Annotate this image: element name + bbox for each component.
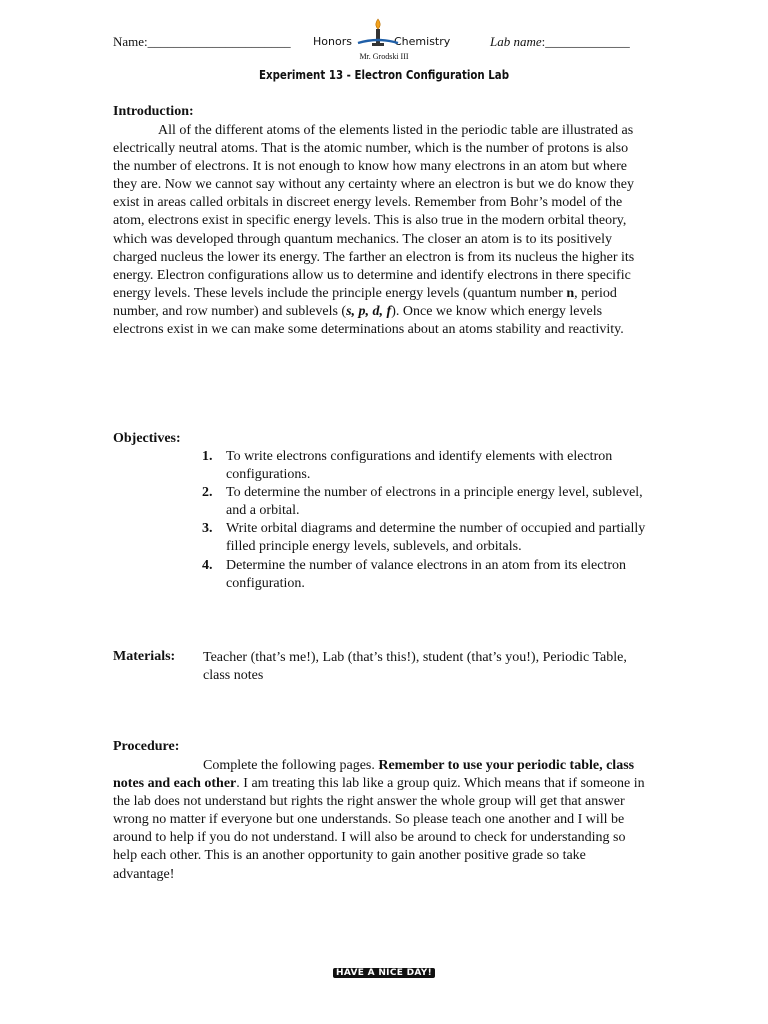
procedure-bold: Remember to use your periodic table, class notes and each other [113, 758, 635, 792]
lab-name-field [490, 34, 630, 50]
materials-heading: Materials: [113, 649, 176, 664]
objective-number: 4. [202, 557, 213, 573]
objective-text: Write orbital diagrams and determine the number of occupied and partially filled principle energy levels, sublevels, and orbitals. [226, 521, 646, 555]
introduction-paragraph [113, 122, 647, 339]
procedure-text-2: . I am treating this lab like a group quiz. Which means that if someone in the lab does not understand but rights the right answer the whole group will get that answer wrong no matter if everyone but one understands. So please teach one another and I will be around to help if you do not understand. I will also be around to check for understanding so help each other. This is an another opportunity to gain another positive grade so take advantage! [113, 776, 645, 882]
objective-text: Determine the number of valance electrons in an atom from its electron configuration. [226, 557, 627, 591]
footer-text: HAVE A NICE DAY! [333, 968, 435, 978]
objective-item [202, 448, 652, 484]
bunsen-burner-icon [356, 17, 400, 51]
footer-message [0, 968, 768, 978]
intro-text-2: , period number, and row number) and sublevels ( [113, 285, 617, 319]
objective-text: To determine the number of electrons in a principle energy level, sublevel, and a orbital. [226, 485, 643, 519]
introduction-heading: Introduction: [113, 104, 194, 119]
procedure-heading: Procedure: [113, 739, 180, 754]
lab-name-label: Lab name [490, 34, 542, 49]
lab-name-line: :_____________ [541, 34, 630, 49]
name-field-label: Name:______________________ [113, 34, 291, 49]
course-chemistry: Chemistry [394, 35, 451, 48]
objective-number: 3. [202, 521, 213, 537]
course-name [313, 35, 451, 48]
objective-number: 2. [202, 485, 213, 501]
objective-item [202, 520, 652, 556]
materials-text: Teacher (that’s me!), Lab (that’s this!), student (that’s you!), Periodic Table, class notes [203, 650, 627, 684]
objective-item [202, 557, 652, 593]
objectives-list [202, 448, 652, 593]
teacher-name: Mr. Grodski III [359, 52, 409, 61]
experiment-title: Experiment 13 - Electron Configuration Lab [258, 67, 510, 82]
objective-number: 1. [202, 449, 213, 464]
objectives-heading: Objectives: [113, 431, 181, 446]
course-honors: Honors [313, 35, 352, 48]
objective-item [202, 484, 652, 520]
objective-text: To write electrons configurations and identify elements with electron configurations. [226, 449, 613, 483]
intro-bold-sublevels: s, p, d, f [346, 303, 392, 319]
intro-text-1: All of the different atoms of the elements listed in the periodic table are illustrated as electrically neutral atoms. That is the atomic number, which is the number of protons is also the number of electrons. It is not enough to know how many electrons in an atom but where they are. Now we cannot say without any certainty where an electron is but we do know they exist in areas called orbitals in discreet energy levels. Remember from Bohr’s model of the atom, electrons exist in specific energy levels. This is also true in the modern orbital theory, which was developed through quantum mechanics. The closer an atom is to its positively charged nucleus the lower its energy. The farther an electron is from its nucleus the higher its energy. Electron configurations allow us to determine and identify electrons in there specific energy levels. These levels include the principle energy levels (quantum number [113, 123, 635, 301]
procedure-paragraph [113, 757, 647, 884]
procedure-text-1: Complete the following pages. [203, 758, 379, 773]
intro-text-3: ). Once we know which energy levels electrons exist in we can make some determinations about an atoms stability and reactivity. [113, 303, 624, 338]
intro-bold-n: n [566, 285, 575, 301]
